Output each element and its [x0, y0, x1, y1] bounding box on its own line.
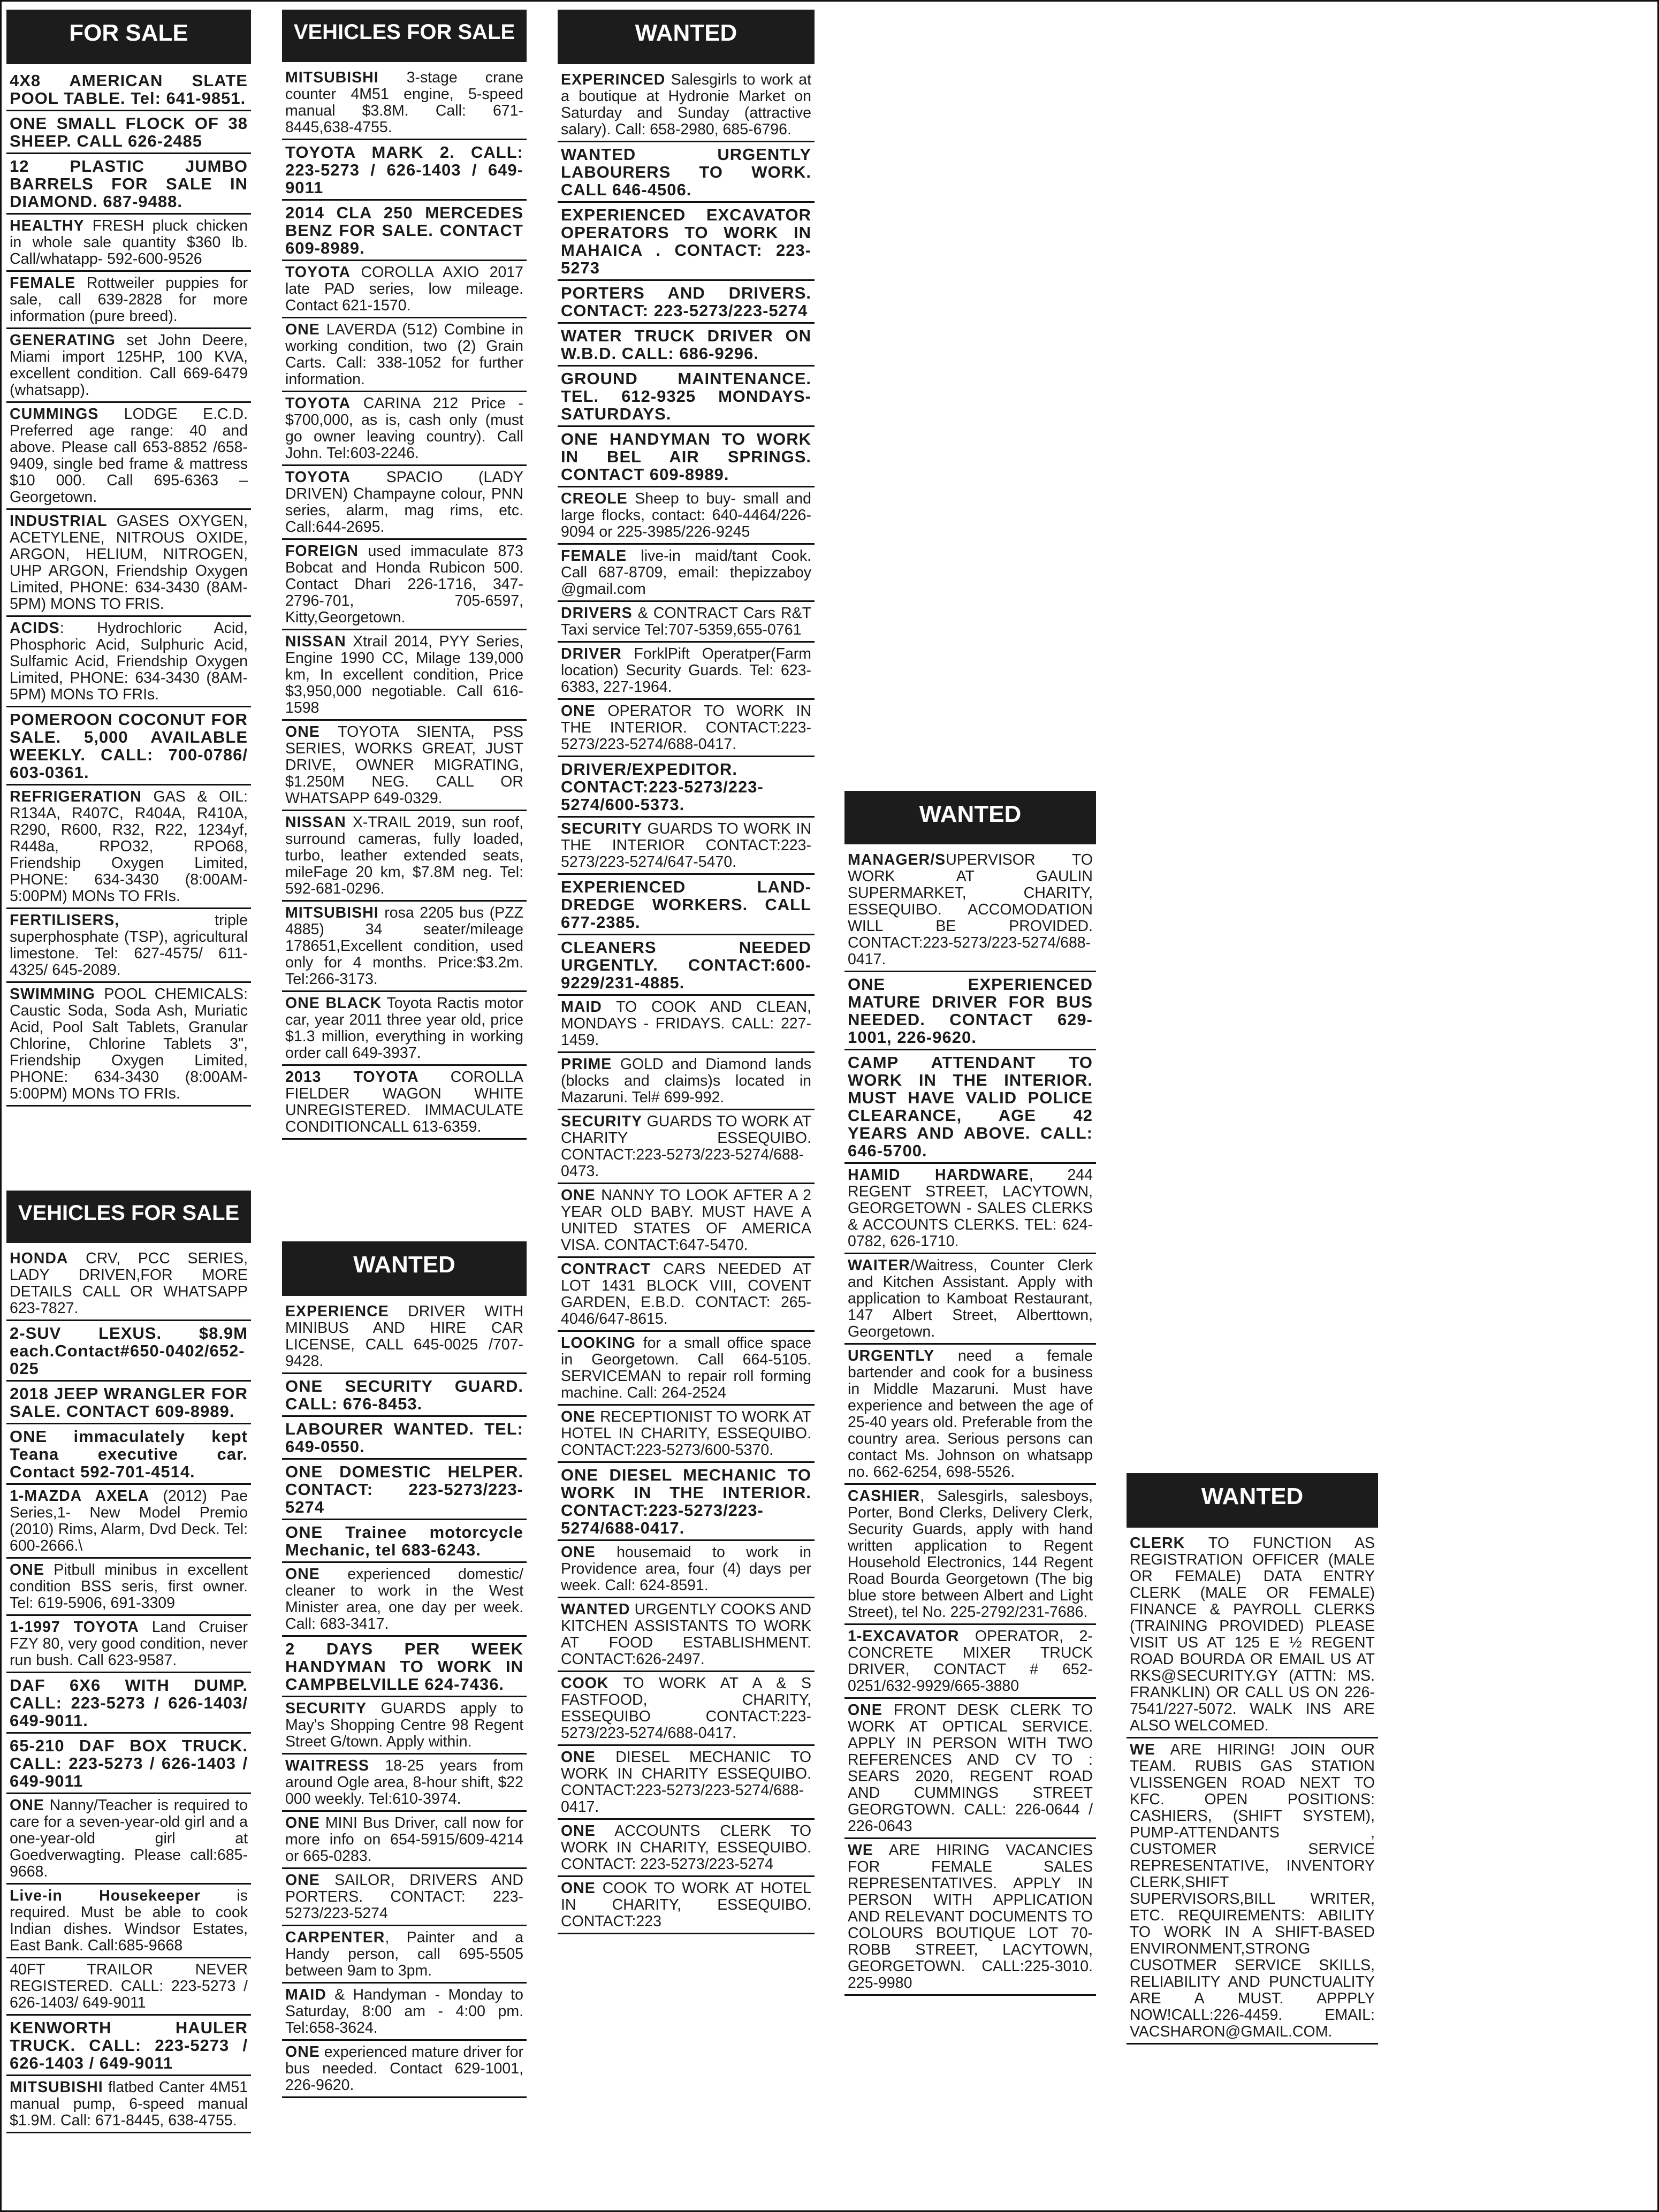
classified-ad: [282, 1812, 527, 1869]
classified-ad: [558, 324, 815, 367]
ad-lead-word: WAITRESS: [285, 1757, 369, 1774]
classified-ad: [558, 1332, 815, 1406]
column-wanted-right: [558, 10, 815, 2203]
ad-text: housemaid to work in Providence area, four (4) days per week. Call: 624-8591.: [561, 1544, 811, 1594]
ad-lead-word: ONE: [285, 1872, 320, 1889]
ad-text: LABOURER WANTED. TEL: 649-0550.: [285, 1420, 523, 1456]
ad-text: Salesgirls to work at a boutique at Hydronie Market on Saturday and Sunday (attractive salary). Call: 658-2980, 685-6796.: [561, 71, 811, 138]
ad-text: MINI Bus Driver, call now for more info on 654-5915/609-4214 or 665-0283.: [285, 1814, 523, 1865]
ad-text: CARS NEEDED AT LOT 1431 BLOCK VIII, COVENT GARDEN, E.B.D. CONTACT: 265-4046/647-8615.: [561, 1261, 811, 1328]
ad-text: Nanny/Teacher is required to care for a seven-year-old girl and a one-year-old girl at Goedverwagting. Please call:685-9668.: [10, 1797, 248, 1880]
ad-text: EXPERIENCED EXCAVATOR OPERATORS TO WORK IN MAHAICA . CONTACT: 223-5273: [561, 205, 811, 277]
ad-lead-word: MANAGER/S: [848, 851, 946, 868]
ad-lead-word: SECURITY: [285, 1700, 367, 1717]
ad-lead-word: INDUSTRIAL: [10, 513, 108, 530]
section-header: WANTED: [1127, 1473, 1378, 1528]
ad-lead-word: ONE: [561, 1408, 596, 1425]
ad-list: [6, 1247, 251, 2133]
ad-text: CARINA 212 Price - $700,000, as is, cash only (must go owner leaving country). Call John. Tel:603-2246.: [285, 395, 523, 462]
ad-text: experienced domestic/ cleaner to work in the West Minister area, one day per week. Call: 683-3417.: [285, 1566, 523, 1633]
classified-ad: [6, 329, 251, 403]
ad-list: [844, 849, 1096, 1996]
ad-text: rosa 2205 bus (PZZ 4885) 34 seater/mileage 178651,Excellent condition, used only for 4 months. Price:$3.2m. Tel:266-3173.: [285, 904, 523, 988]
ad-lead-word: ONE: [285, 1566, 320, 1583]
ad-text: Sheep to buy- small and large flocks, contact: 640-4464/226-9094 or 225-3985/226-9245: [561, 490, 811, 540]
classified-ad: [558, 700, 815, 757]
classified-ad: [6, 1424, 251, 1485]
classified-ad: [558, 1406, 815, 1463]
classified-ad: [844, 849, 1096, 972]
classified-ad: [282, 392, 527, 466]
ad-text: TO FUNCTION AS REGISTRATION OFFICER (MALE OR FEMALE) DATA ENTRY CLERK (MALE OR FEMALE) FINANCE & PAYROLL CLERKS (TRAINING PROVIDED) PLEASE VISIT US AT 125 E ½ REGENT ROAD BOURDA OR EMAIL US AT RKS@SECURITY.GY (ATTN: MS. FRANKLIN) OR CALL US ON 226-7541/227-5072. WALK INS ARE ALSO WELCOMED.: [1130, 1535, 1375, 1734]
classified-ad: [6, 1559, 251, 1616]
ad-text: TOYOTA MARK 2. CALL: 223-5273 / 626-1403 / 649-9011: [285, 143, 523, 197]
ad-text: PORTERS AND DRIVERS. CONTACT: 223-5273/223-5274: [561, 284, 811, 320]
classified-ad: [6, 1958, 251, 2016]
ad-lead-word: CLERK: [1130, 1535, 1185, 1552]
ad-text: SPACIO (LADY DRIVEN) Champayne colour, PNN series, alarm, mag rims, etc. Call:644-2695.: [285, 469, 523, 536]
ad-text: CAMP ATTENDANT TO WORK IN THE INTERIOR. MUST HAVE VALID POLICE CLEARANCE, AGE 42 YEARS AND ABOVE. CALL: 646-5700.: [848, 1053, 1093, 1160]
ad-text: DRIVER WITH MINIBUS AND HIRE CAR LICENSE, CALL 645-0025 /707-9428.: [285, 1303, 523, 1370]
ad-text: 2 DAYS PER WEEK HANDYMAN TO WORK IN CAMPBELVILLE 624-7436.: [285, 1639, 523, 1694]
ad-text: , Painter and a Handy person, call 695-5505 between 9am to 3pm.: [285, 1929, 523, 1979]
ad-text: GOLD and Diamond lands (blocks and claims)s located in Mazaruni. Tel# 699-992.: [561, 1056, 811, 1106]
ad-lead-word: EXPERIENCE: [285, 1303, 389, 1320]
ad-text: ONE DIESEL MECHANIC TO WORK IN THE INTERIOR. CONTACT:223-5273/223-5274/688-0417.: [561, 1466, 811, 1537]
classified-ad: [558, 757, 815, 818]
classified-ad: [558, 427, 815, 487]
ad-text: ONE Trainee motorcycle Mechanic, tel 683-6243.: [285, 1523, 523, 1559]
ad-text: , 244 REGENT STREET, LACYTOWN, GEORGETOWN - SALES CLERKS & ACCOUNTS CLERKS. TEL: 624-0782, 626-1710.: [848, 1166, 1093, 1250]
ad-lead-word: WE: [848, 1842, 873, 1859]
ad-lead-word: ONE: [10, 1561, 44, 1578]
column-for-sale: [6, 10, 251, 1183]
classified-ad: [558, 142, 815, 203]
ad-lead-word: WANTED: [561, 1601, 630, 1618]
classified-ad: [558, 367, 815, 427]
ad-list: [6, 68, 251, 1107]
classified-ad: [282, 540, 527, 630]
ad-lead-word: TOYOTA: [285, 469, 351, 486]
ad-text: Land Cruiser FZY 80, very good condition, never run bush. Call 623-9587.: [10, 1619, 248, 1669]
classified-ad: [558, 935, 815, 996]
classified-ad: [558, 68, 815, 142]
section-header: VEHICLES FOR SALE: [6, 1191, 251, 1243]
classified-ad: [844, 972, 1096, 1050]
classified-ad: [282, 721, 527, 811]
classified-ad: [844, 1050, 1096, 1164]
ad-lead-word: ONE: [561, 1544, 596, 1561]
ad-text: TO WORK AT A & S FASTFOOD, CHARITY, ESSEQUIBO CONTACT:223-5273/223-5274/688-0417.: [561, 1675, 811, 1742]
ad-lead-word: ONE: [848, 1702, 882, 1719]
classified-ad: [6, 1794, 251, 1885]
ad-text: 2018 JEEP WRANGLER FOR SALE. CONTACT 609-8989.: [10, 1384, 248, 1421]
ad-lead-word: HEALTHY: [10, 217, 85, 234]
ad-text: Xtrail 2014, PYY Series, Engine 1990 CC, Milage 139,000 km, In excellent condition, Price $3,950,000 negotiable. Call 616-1598: [285, 633, 523, 716]
ad-lead-word: ONE: [285, 723, 320, 741]
ad-lead-word: Live-in Housekeeper: [10, 1887, 201, 1904]
classified-ad: [282, 466, 527, 540]
classified-ad: [558, 1463, 815, 1541]
classified-ad: [282, 1984, 527, 2041]
ad-list: [282, 66, 527, 1140]
classified-ad: [558, 875, 815, 935]
classified-ad: [6, 154, 251, 215]
classified-ad: [6, 403, 251, 510]
classified-ad: [282, 318, 527, 392]
ad-lead-word: CREOLE: [561, 490, 628, 507]
ad-lead-word: ONE: [561, 1749, 596, 1766]
ad-lead-word: HONDA: [10, 1250, 69, 1267]
ad-text: 2014 CLA 250 MERCEDES BENZ FOR SALE. CONTACT 609-8989.: [285, 203, 523, 257]
ad-lead-word: ONE: [561, 703, 596, 720]
classified-ad: [558, 203, 815, 281]
ad-text: GAS & OIL: R134A, R407C, R404A, R410A, R290, R600, R32, R22, 1234yf, R448a, RPO32, RPO68, Friendship Oxygen Limited, PHONE: 634-3430 (8:00AM-5:00PM) MONs TO FRIs.: [10, 788, 248, 905]
ad-text: ONE HANDYMAN TO WORK IN BEL AIR SPRINGS. CONTACT 609-8989.: [561, 430, 811, 484]
classified-ad: [844, 1625, 1096, 1699]
classified-ad: [558, 1820, 815, 1877]
classified-ad: [6, 215, 251, 272]
ad-text: RECEPTIONIST TO WORK AT HOTEL IN CHARITY, ESSEQUIBO. CONTACT:223-5273/600-5370.: [561, 1408, 811, 1459]
classified-ad: [6, 1321, 251, 1382]
ad-text: TO COOK AND CLEAN, MONDAYS - FRIDAYS. CALL: 227-1459.: [561, 998, 811, 1049]
ad-text: FRONT DESK CLERK TO WORK AT OPTICAL SERVICE. APPLY IN PERSON WITH TWO REFERENCES AND CV TO : SEARS 2020, REGENT ROAD AND CUMMINGS STREET GEORGTOWN. CALL: 226-0644 / 226-0643: [848, 1702, 1093, 1835]
ad-lead-word: MITSUBISHI: [10, 2079, 103, 2096]
classified-ad: [6, 983, 251, 1107]
classified-ad: [844, 1485, 1096, 1625]
ad-list: [558, 68, 815, 1934]
ad-text: NANNY TO LOOK AFTER A 2 YEAR OLD BABY. MUST HAVE A UNITED STATES OF AMERICA VISA. CONTACT:647-5470.: [561, 1187, 811, 1254]
ad-text: 4X8 AMERICAN SLATE POOL TABLE. Tel: 641-9851.: [10, 71, 248, 108]
classified-ad: [282, 261, 527, 318]
ad-lead-word: ONE: [561, 1822, 596, 1840]
ad-text: CLEANERS NEEDED URGENTLY. CONTACT:600-9229/231-4885.: [561, 938, 811, 992]
ad-text: 3-stage crane counter 4M51 engine, 5-speed manual $3.8M. Call: 671-8445,638-4755.: [285, 69, 523, 136]
classified-ad: [6, 785, 251, 909]
ad-text: 40FT TRAILOR NEVER REGISTERED. CALL: 223-5273 / 626-1403/ 649-9011: [10, 1961, 248, 2011]
classified-ad: [558, 487, 815, 545]
classified-ad: [6, 1616, 251, 1673]
classified-ad: [558, 1053, 815, 1110]
ad-lead-word: 1-1997 TOYOTA: [10, 1619, 139, 1636]
classified-ad: [282, 1417, 527, 1460]
ad-text: DAF 6X6 WITH DUMP. CALL: 223-5273 / 626-1403/ 649-9011.: [10, 1676, 248, 1730]
ad-text: LODGE E.C.D. Preferred age range: 40 and above. Please call 653-8852 /658-9409, single bed frame & mattress $10 000. Call 695-6363 – Georgetown.: [10, 406, 248, 506]
section-header: WANTED: [282, 1241, 527, 1296]
ad-text: COOK TO WORK AT HOTEL IN CHARITY, ESSEQUIBO. CONTACT:223: [561, 1880, 811, 1930]
ad-text: DRIVER/EXPEDITOR. CONTACT:223-5273/223-5274/600-5373.: [561, 760, 764, 814]
ad-text: ForklPift Operatper(Farm location) Security Guards. Tel: 623-6383, 227-1964.: [561, 645, 811, 696]
ad-lead-word: URGENTLY: [848, 1347, 935, 1364]
ad-text: GROUND MAINTENANCE. TEL. 612-9325 MONDAYS-SATURDAYS.: [561, 369, 811, 423]
ad-text: /Waitress, Counter Clerk and Kitchen Assistant. Apply with application to Kamboat Restaurant, 147 Albert Street, Alberttown, Georgetown.: [848, 1257, 1093, 1340]
section-header: VEHICLES FOR SALE: [282, 10, 527, 62]
classified-ad: [6, 272, 251, 329]
ad-lead-word: DRIVERS: [561, 605, 633, 622]
ad-text: need a female bartender and cook for a business in Middle Mazaruni. Must have experience and between the age of 25-40 years old. Preferable from the country area. Serious persons can contact Ms. Johnson on whatsapp no. 662-6254, 698-5526.: [848, 1347, 1093, 1481]
ad-text: , Salesgirls, salesboys, Porter, Bond Clerks, Delivery Clerk, Security Guards, apply with hand written application to Regent Household Electronics, 144 Regent Road Bourda Georgetown (The big blue store between Albert and Light Street), tel No. 225-2792/231-7686.: [848, 1488, 1093, 1621]
ad-text: used immaculate 873 Bobcat and Honda Rubicon 500. Contact Dhari 226-1716, 347-2796-701, 705-6597, Kitty,Georgetown.: [285, 543, 523, 626]
ad-text: set John Deere, Miami import 125HP, 100 KVA, excellent condition. Call 669-6479 (whatsapp).: [10, 332, 248, 399]
ad-text: ARE HIRING VACANCIES FOR FEMALE SALES REPRESENTATIVES. APPLY IN PERSON WITH APPLICATION AND RELEVANT DOCUMENTS TO COLOURS BOUTIQUE LOT 70-ROBB STREET, LACYTOWN, GEORGETOWN. CALL:225-3010. 225-9980: [848, 1842, 1093, 1992]
ad-lead-word: ONE: [10, 1797, 44, 1814]
classified-ad: [558, 643, 815, 700]
ad-lead-word: ACIDS: [10, 620, 60, 637]
ad-text: COROLLA AXIO 2017 late PAD series, low mileage. Contact 621-1570.: [285, 264, 523, 314]
classified-ad: [558, 1184, 815, 1258]
classified-ad: [558, 1598, 815, 1672]
ad-lead-word: SECURITY: [561, 820, 643, 837]
ad-text: is required. Must be able to cook Indian dishes. Windsor Estates, East Bank. Call:685-9668: [10, 1887, 248, 1954]
ad-lead-word: TOYOTA: [285, 264, 351, 281]
ad-text: Pitbull minibus in excellent condition BSS seris, first owner. Tel: 619-5906, 691-3309: [10, 1561, 248, 1612]
classified-ad: [558, 545, 815, 602]
ad-text: SAILOR, DRIVERS AND PORTERS. CONTACT: 223-5273/223-5274: [285, 1872, 523, 1922]
ad-text: & CONTRACT Cars R&T Taxi service Tel:707-5359,655-0761: [561, 605, 811, 638]
classified-ad: [282, 1697, 527, 1755]
ad-lead-word: FOREIGN: [285, 543, 359, 560]
ad-text: URGENTLY COOKS AND KITCHEN ASSISTANTS TO WORK AT FOOD ESTABLISHMENT. CONTACT:626-2497.: [561, 1601, 811, 1668]
ad-lead-word: REFRIGERATION: [10, 788, 142, 805]
ad-lead-word: COOK: [561, 1675, 609, 1692]
ad-lead-word: NISSAN: [285, 633, 346, 650]
column-vehicles-for-sale-middle: [282, 10, 527, 1235]
classified-ad: [282, 902, 527, 992]
ad-text: experienced mature driver for bus needed. Contact 629-1001, 226-9620.: [285, 2043, 523, 2094]
classified-ad: [6, 1382, 251, 1424]
classified-ad: [282, 1300, 527, 1374]
section-header: FOR SALE: [6, 10, 251, 64]
classified-ad: [282, 1926, 527, 1984]
classified-ad: [282, 66, 527, 140]
ad-text: POMEROON COCONUT FOR SALE. 5,000 AVAILABLE WEEKLY. CALL: 700-0786/ 603-0361.: [10, 710, 248, 782]
classified-ad: [6, 1885, 251, 1958]
ad-text: POOL CHEMICALS: Caustic Soda, Soda Ash, Muriatic Acid, Pool Salt Tablets, Granular Chlorine, Chlorine Tablets 3", Friendship Oxygen Limited, PHONE: 634-3430 (8:00AM-5:00PM) MONs TO FRIs.: [10, 986, 248, 1102]
ad-text: ARE HIRING! JOIN OUR TEAM. RUBIS GAS STATION VLISSENGEN ROAD NEXT TO KFC. OPEN POSITIONS: CASHIERS, (SHIFT SYSTEM), PUMP-ATTENDANTS , CUSTOMER SERVICE REPRESENTATIVE, INVENTORY CLERK,SHIFT SUPERVISORS,BILL WRITER, ETC. REQUIREMENTS: ABILITY TO WORK IN A SHIFT-BASED ENVIRONMENT,STRONG CUSOTMER SERVICE SKILLS, RELIABILITY AND PUNCTUALITY ARE A MUST. APPPLY NOW!CALL:226-4459. EMAIL: VACSHARON@GMAIL.COM.: [1130, 1741, 1375, 2040]
ad-lead-word: ONE: [285, 2043, 320, 2061]
ad-list: [1127, 1532, 1378, 2045]
classified-ad: [282, 1869, 527, 1926]
classified-ad: [6, 510, 251, 617]
classified-ad: [282, 140, 527, 201]
ad-text: triple superphosphate (TSP), agricultural limestone. Tel: 627-4575/ 611-4325/ 645-2089.: [10, 912, 248, 979]
classified-ad: [282, 1066, 527, 1140]
classified-ad: [1127, 1738, 1378, 2045]
ad-text: COROLLA FIELDER WAGON WHITE UNREGISTERED. IMMACULATE CONDITIONCALL 613-6359.: [285, 1069, 523, 1135]
ad-text: GUARDS apply to May's Shopping Centre 98 Regent Street G/town. Apply within.: [285, 1700, 523, 1750]
classified-ad: [558, 1746, 815, 1820]
ad-text: : Hydrochloric Acid, Phosphoric Acid, Sulphuric Acid, Sulfamic Acid, Friendship Oxygen Limited, PHONE: 634-3430 (8AM-5PM) MONs TO FRIs.: [10, 620, 248, 703]
ad-text: KENWORTH HAULER TRUCK. CALL: 223-5273 / 626-1403 / 649-9011: [10, 2018, 248, 2072]
classified-ad: [6, 909, 251, 983]
ad-text: for a small office space in Georgetown. Call 664-5105. SERVICEMAN to repair roll forming machine. Call: 264-2524: [561, 1334, 811, 1401]
ad-lead-word: WAITER: [848, 1257, 910, 1274]
classified-ad: [1127, 1532, 1378, 1738]
column-vehicles-for-sale-left: [6, 1191, 251, 2205]
ad-text: ONE EXPERIENCED MATURE DRIVER FOR BUS NEEDED. CONTACT 629-1001, 226-9620.: [848, 975, 1093, 1047]
classified-ad: [6, 1485, 251, 1559]
ad-text: GUARDS TO WORK AT CHARITY ESSEQUIBO. CONTACT:223-5273/223-5274/688-0473.: [561, 1113, 811, 1180]
section-header: WANTED: [558, 10, 815, 64]
ad-lead-word: FEMALE: [561, 547, 627, 565]
classified-ad: [6, 707, 251, 785]
classified-ad: [6, 1734, 251, 1794]
ad-text: 18-25 years from around Ogle area, 8-hour shift, $22 000 weekly. Tel:610-3974.: [285, 1757, 523, 1807]
ad-text: EXPERIENCED LAND-DREDGE WORKERS. CALL 677-2385.: [561, 878, 811, 932]
classified-ad: [844, 1699, 1096, 1839]
ad-lead-word: 1-EXCAVATOR: [848, 1628, 960, 1645]
ad-text: & Handyman - Monday to Saturday, 8:00 am - 4:00 pm. Tel:658-3624.: [285, 1986, 523, 2036]
ad-lead-word: FERTILISERS,: [10, 912, 120, 929]
ad-text: DIESEL MECHANIC TO WORK IN CHARITY ESSEQUIBO. CONTACT:223-5273/223-5274/688-0417.: [561, 1749, 811, 1816]
classified-ad: [6, 1247, 251, 1321]
ad-lead-word: ONE: [285, 321, 320, 338]
column-wanted-fifth: [1127, 1473, 1378, 2205]
ad-lead-word: EXPERINCED: [561, 71, 666, 88]
ad-lead-word: 1-MAZDA AXELA: [10, 1488, 150, 1505]
ad-text: WATER TRUCK DRIVER ON W.B.D. CALL: 686-9296.: [561, 326, 811, 363]
ad-text: ONE SECURITY GUARD. CALL: 676-8453.: [285, 1377, 523, 1413]
column-wanted-middle: [282, 1241, 527, 2205]
classified-ad: [282, 201, 527, 261]
ad-text: OPERATOR TO WORK IN THE INTERIOR. CONTACT:223-5273/223-5274/688-0417.: [561, 703, 811, 753]
classified-ad: [558, 1258, 815, 1332]
classified-ad: [844, 1345, 1096, 1485]
ad-lead-word: CONTRACT: [561, 1261, 651, 1278]
ad-text: flatbed Canter 4M51 manual pump, 6-speed manual $1.9M. Call: 671-8445, 638-4755.: [10, 2079, 248, 2129]
classified-ad: [282, 1460, 527, 1520]
ad-text: LAVERDA (512) Combine in working condition, two (2) Grain Carts. Call: 338-1052 for further information.: [285, 321, 523, 388]
ad-lead-word: PRIME: [561, 1056, 612, 1073]
classified-ad: [844, 1839, 1096, 1996]
classified-ad: [558, 1541, 815, 1598]
ad-text: ONE DOMESTIC HELPER. CONTACT: 223-5273/223-5274: [285, 1462, 523, 1516]
ad-lead-word: ONE: [561, 1880, 596, 1897]
classified-ad: [558, 818, 815, 875]
ad-text: GUARDS TO WORK IN THE INTERIOR CONTACT:223-5273/223-5274/647-5470.: [561, 820, 811, 871]
classified-ad: [282, 1637, 527, 1697]
classified-ad: [282, 1563, 527, 1637]
classified-ad: [6, 111, 251, 154]
ad-lead-word: NISSAN: [285, 814, 346, 831]
classified-ad: [844, 1164, 1096, 1254]
ad-lead-word: 2013 TOYOTA: [285, 1069, 419, 1086]
ad-list: [282, 1300, 527, 2098]
classified-ad: [6, 2076, 251, 2133]
classified-ad: [282, 630, 527, 721]
classified-ad: [6, 68, 251, 111]
ad-lead-word: ONE: [285, 1814, 320, 1832]
ad-lead-word: MAID: [561, 998, 602, 1016]
classified-ad: [6, 1673, 251, 1734]
classified-ad: [282, 992, 527, 1066]
classified-ad: [558, 996, 815, 1053]
ad-lead-word: GENERATING: [10, 332, 116, 349]
classified-ad: [6, 617, 251, 707]
ad-lead-word: WE: [1130, 1741, 1155, 1758]
ad-lead-word: MAID: [285, 1986, 326, 2003]
classified-ad: [6, 2016, 251, 2076]
ad-lead-word: LOOKING: [561, 1334, 636, 1352]
ad-text: OPERATOR, 2- CONCRETE MIXER TRUCK DRIVER, CONTACT # 652-0251/632-9929/665-3880: [848, 1628, 1093, 1695]
classified-ad: [558, 602, 815, 643]
ad-lead-word: MITSUBISHI: [285, 69, 379, 86]
ad-lead-word: TOYOTA: [285, 395, 351, 412]
ad-text: ONE SMALL FLOCK OF 38 SHEEP. CALL 626-2485: [10, 114, 248, 150]
ad-text: GASES OXYGEN, ACETYLENE, NITROUS OXIDE, ARGON, HELIUM, NITROGEN, UHP ARGON, Friendship Oxygen Limited, PHONE: 634-3430 (8AM-5PM) MONS TO FRIS.: [10, 513, 248, 613]
ad-text: FRESH pluck chicken in whole sale quantity $360 lb. Call/whatapp- 592-600-9526: [10, 217, 248, 268]
classified-ad: [282, 2041, 527, 2098]
ad-text: (2012) Pae Series,1- New Model Premio (2010) Rims, Alarm, Dvd Deck. Tel: 600-2666.\: [10, 1488, 248, 1554]
ad-lead-word: CARPENTER: [285, 1929, 385, 1946]
ad-text: 2-SUV LEXUS. $8.9M each.Contact#650-0402/652-025: [10, 1324, 248, 1378]
ad-lead-word: ONE: [561, 1187, 596, 1204]
ad-text: TOYOTA SIENTA, PSS SERIES, WORKS GREAT, JUST DRIVE, OWNER MIGRATING, $1.250M NEG. CALL OR WHATSAPP 649-0329.: [285, 723, 523, 807]
ad-lead-word: SECURITY: [561, 1113, 643, 1130]
classified-ad: [282, 1374, 527, 1417]
ad-text: UPERVISOR TO WORK AT GAULIN SUPERMARKET, CHARITY, ESSEQUIBO. ACCOMODATION WILL BE PROVIDED. CONTACT:223-5273/223-5274/688-0417.: [848, 851, 1093, 968]
column-wanted-fourth: [844, 791, 1096, 2205]
ad-lead-word: FEMALE: [10, 274, 76, 292]
classified-ad: [282, 1520, 527, 1563]
classified-ad: [844, 1254, 1096, 1345]
section-header: WANTED: [844, 791, 1096, 844]
ad-lead-word: DRIVER: [561, 645, 622, 662]
classified-ad: [558, 281, 815, 324]
ad-text: CRV, PCC SERIES, LADY DRIVEN,FOR MORE DETAILS CALL OR WHATSAPP 623-7827.: [10, 1250, 248, 1317]
ad-lead-word: ONE BLACK: [285, 995, 382, 1012]
ad-text: ONE immaculately kept Teana executive car. Contact 592-701-4514.: [10, 1427, 248, 1481]
ad-text: X-TRAIL 2019, sun roof, surround cameras, fully loaded, turbo, leather extended seats, mileFage 20 km, $7.8M neg. Tel: 592-681-0296.: [285, 814, 523, 897]
ad-lead-word: HAMID HARDWARE: [848, 1166, 1029, 1184]
classified-ad: [558, 1110, 815, 1184]
classified-ad: [558, 1877, 815, 1934]
ad-text: WANTED URGENTLY LABOURERS TO WORK. CALL 646-4506.: [561, 145, 811, 199]
ad-text: 12 PLASTIC JUMBO BARRELS FOR SALE IN DIAMOND. 687-9488.: [10, 157, 248, 211]
ad-text: ACCOUNTS CLERK TO WORK IN CHARITY, ESSEQUIBO. CONTACT: 223-5273/223-5274: [561, 1822, 811, 1873]
ad-text: Rottweiler puppies for sale, call 639-2828 for more information (pure breed).: [10, 274, 248, 325]
classified-ad: [282, 811, 527, 902]
classified-ad: [558, 1672, 815, 1746]
ad-text: Toyota Ractis motor car, year 2011 three year old, price $1.3 million, everything in working order call 649-3937.: [285, 995, 523, 1062]
ad-text: live-in maid/tant Cook. Call 687-8709, email: thepizzaboy @gmail.com: [561, 547, 811, 598]
ad-lead-word: SWIMMING: [10, 986, 95, 1003]
ad-lead-word: MITSUBISHI: [285, 904, 379, 921]
classified-ad: [282, 1755, 527, 1812]
ad-text: 65-210 DAF BOX TRUCK. CALL: 223-5273 / 626-1403 / 649-9011: [10, 1736, 248, 1790]
ad-lead-word: CASHIER: [848, 1488, 920, 1505]
ad-lead-word: CUMMINGS: [10, 406, 99, 423]
